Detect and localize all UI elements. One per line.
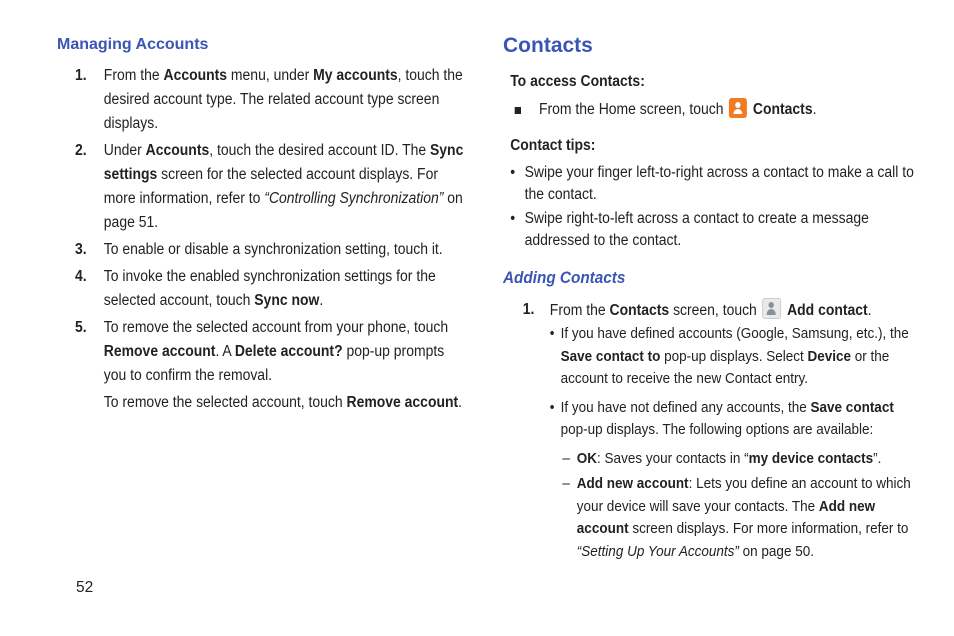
tips-label: Contact tips: <box>510 137 596 154</box>
step-bold: Accounts <box>163 67 228 84</box>
adding-contacts-heading: Adding Contacts <box>503 268 626 287</box>
bullet-bold: Device <box>807 347 852 365</box>
step-text: , touch the desired account type. The related account type screen displays. <box>103 67 463 132</box>
step-4 <box>57 265 467 313</box>
instruction-text: . <box>812 101 817 118</box>
tip-item <box>503 162 923 206</box>
step-text: screen for the selected account displays. For more information, refer to <box>103 166 438 207</box>
option-text: : Lets you define an account to which your device will save your contacts. The <box>576 475 911 515</box>
instruction-text: From the Home screen, touch <box>539 101 728 118</box>
option-bold: OK <box>576 449 598 467</box>
cross-reference-link[interactable]: “Setting Up Your Accounts” <box>576 542 739 560</box>
step-text: To remove the selected account from your phone, touch <box>103 319 449 336</box>
instruction-bold: Contacts <box>752 101 813 118</box>
step-bold: Add contact <box>787 302 868 319</box>
dash-bullet: – <box>562 475 570 492</box>
step-text: To remove the selected account, touch <box>103 394 347 411</box>
page-number: 52 <box>76 579 94 596</box>
bullet-bold: Save contact <box>810 398 894 416</box>
step-text: on page 51. <box>103 190 463 231</box>
bullet-text: pop-up displays. Select <box>660 347 808 365</box>
access-label: To access Contacts: <box>510 73 645 90</box>
option-bold: my device contacts <box>748 449 874 467</box>
tip-text: Swipe right-to-left across a contact to create a message addressed to the contact. <box>524 210 869 249</box>
option-text: : Saves your contacts in “ <box>597 449 749 467</box>
step-1 <box>57 64 467 136</box>
bullet-text: or the account to receive the new Contact entry. <box>560 347 890 387</box>
step-text: . <box>867 302 872 319</box>
bullet-dot: • <box>510 210 516 227</box>
step-text: . <box>458 394 463 411</box>
step-text: . <box>319 292 324 309</box>
bullet-text: If you have defined accounts (Google, Samsung, etc.), the <box>560 325 909 342</box>
add-step-1 <box>503 298 923 323</box>
step-bold: My accounts <box>313 67 398 84</box>
dash-bullet: – <box>562 449 570 467</box>
cross-reference-link[interactable]: “Controlling Synchronization” <box>264 190 444 207</box>
step-bold: Sync now <box>254 292 320 309</box>
step-number: 1. <box>522 301 535 318</box>
contacts-title: Contacts <box>503 34 593 57</box>
option-bold: Add new account <box>576 475 689 492</box>
sub-bullet-no-accounts <box>503 397 923 442</box>
sub-bullet-accounts-defined <box>503 323 923 391</box>
step-bold: Delete account? <box>234 343 343 360</box>
step-number: 5. <box>75 319 87 336</box>
step-text: Under <box>103 142 146 159</box>
step-bold: Remove account <box>346 394 459 411</box>
bullet-text: If you have not defined any accounts, the <box>560 398 811 416</box>
step-bold: Sync settings <box>103 142 464 183</box>
step-text: pop-up prompts you to confirm the removal. <box>103 343 445 384</box>
step-text: To enable or disable a synchronization setting, touch it. <box>103 241 443 258</box>
step-bold: Remove account <box>103 343 216 360</box>
option-add-new-account <box>503 473 923 563</box>
option-ok <box>503 448 923 471</box>
step-text: From the <box>549 302 610 319</box>
option-text: screen displays. For more information, refer to <box>628 520 909 537</box>
right-column <box>503 34 923 566</box>
step-number: 4. <box>75 268 87 285</box>
step-text: screen, touch <box>669 302 761 319</box>
bullet-dot: • <box>549 398 555 416</box>
access-instruction <box>503 98 923 122</box>
option-text: on page 50. <box>738 542 814 560</box>
bullet-dot: • <box>510 164 516 181</box>
option-text: ”. <box>873 449 882 467</box>
contacts-app-icon <box>729 98 747 118</box>
step-text: , touch the desired account ID. The <box>209 142 430 159</box>
step-number: 3. <box>75 241 87 258</box>
step-2 <box>57 139 467 235</box>
step-3 <box>57 238 467 262</box>
add-contact-icon <box>762 298 781 319</box>
step-number: 1. <box>75 67 87 84</box>
bullet-text: pop-up displays. The following options are available: <box>560 421 874 438</box>
step-text: From the <box>103 67 164 84</box>
left-column <box>57 36 467 418</box>
step-5 <box>57 316 467 415</box>
step-bold: Contacts <box>609 302 670 319</box>
tip-item <box>503 208 923 252</box>
tip-text: Swipe your finger left-to-right across a contact to make a call to the contact. <box>524 164 914 203</box>
option-bold: Add new account <box>576 497 876 537</box>
step-text: menu, under <box>227 67 314 84</box>
bullet-bold: Save contact to <box>560 347 661 365</box>
step-number: 2. <box>75 142 87 159</box>
managing-accounts-heading: Managing Accounts <box>57 36 209 53</box>
step-bold: Accounts <box>145 142 210 159</box>
square-bullet <box>515 107 521 114</box>
bullet-dot: • <box>549 325 555 342</box>
step-text: To invoke the enabled synchronization settings for the selected account, touch <box>103 268 436 309</box>
step-text: . A <box>215 343 235 360</box>
